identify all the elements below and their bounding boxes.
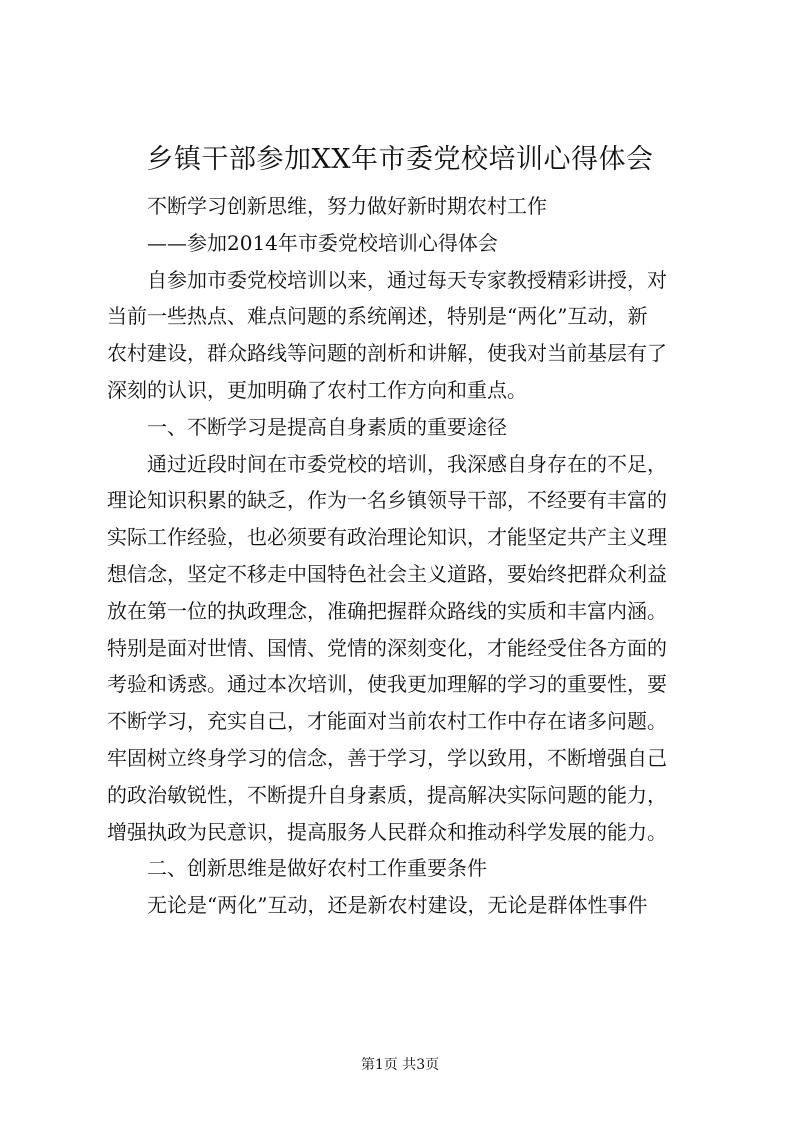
body-line: 通过近段时间在市委党校的培训，我深感自身存在的不足， [147, 451, 667, 476]
body-line: 当前一些热点、难点问题的系统阐述，特别是“两化”互动，新 [107, 304, 648, 329]
body-line: 想信念，坚定不移走中国特色社会主义道路，要始终把群众利益 [107, 561, 667, 586]
body-line: 无论是“两化”互动，还是新农村建设，无论是群体性事件 [147, 893, 648, 918]
document-title: 乡镇干部参加XX年市委党校培训心得体会 [146, 144, 654, 175]
body-line: 增强执政为民意识，提高服务人民群众和推动科学发展的能力。 [107, 819, 667, 844]
body-line: 放在第一位的执政理念，准确把握群众路线的实质和丰富内涵。 [107, 598, 667, 623]
body-line: 实际工作经验，也必须要有政治理论知识，才能坚定共产主义理 [107, 525, 667, 550]
document-body [107, 188, 717, 924]
body-line: 不断学习创新思维，努力做好新时期农村工作 [147, 194, 547, 218]
body-line: 理论知识积累的缺乏，作为一名乡镇领导干部，不经要有丰富的 [107, 488, 667, 513]
body-line: 考验和诱惑。通过本次培训，使我更加理解的学习的重要性，要 [107, 672, 667, 697]
body-line: 特别是面对世情、国情、党情的深刻变化，才能经受住各方面的 [107, 635, 667, 660]
body-line: 深刻的认识，更加明确了农村工作方向和重点。 [107, 377, 527, 402]
body-line: 自参加市委党校培训以来，通过每天专家教授精彩讲授，对 [147, 267, 667, 292]
section-heading: 一、不断学习是提高自身素质的重要途径 [147, 414, 507, 439]
body-line: 农村建设，群众路线等问题的剖析和讲解，使我对当前基层有了 [107, 341, 667, 366]
body-line: 牢固树立终身学习的信念，善于学习，学以致用，不断增强自己 [107, 745, 667, 770]
body-line: 的政治敏锐性，不断提升自身素质，提高解决实际问题的能力， [107, 782, 667, 807]
page-number-footer: 第1页 共3页 [360, 1057, 440, 1073]
section-heading: 二、创新思维是做好农村工作重要条件 [147, 856, 487, 881]
body-line: 不断学习，充实自己，才能面对当前农村工作中存在诸多问题。 [107, 709, 667, 734]
body-line: ——参加2014年市委党校培训心得体会 [147, 230, 498, 255]
